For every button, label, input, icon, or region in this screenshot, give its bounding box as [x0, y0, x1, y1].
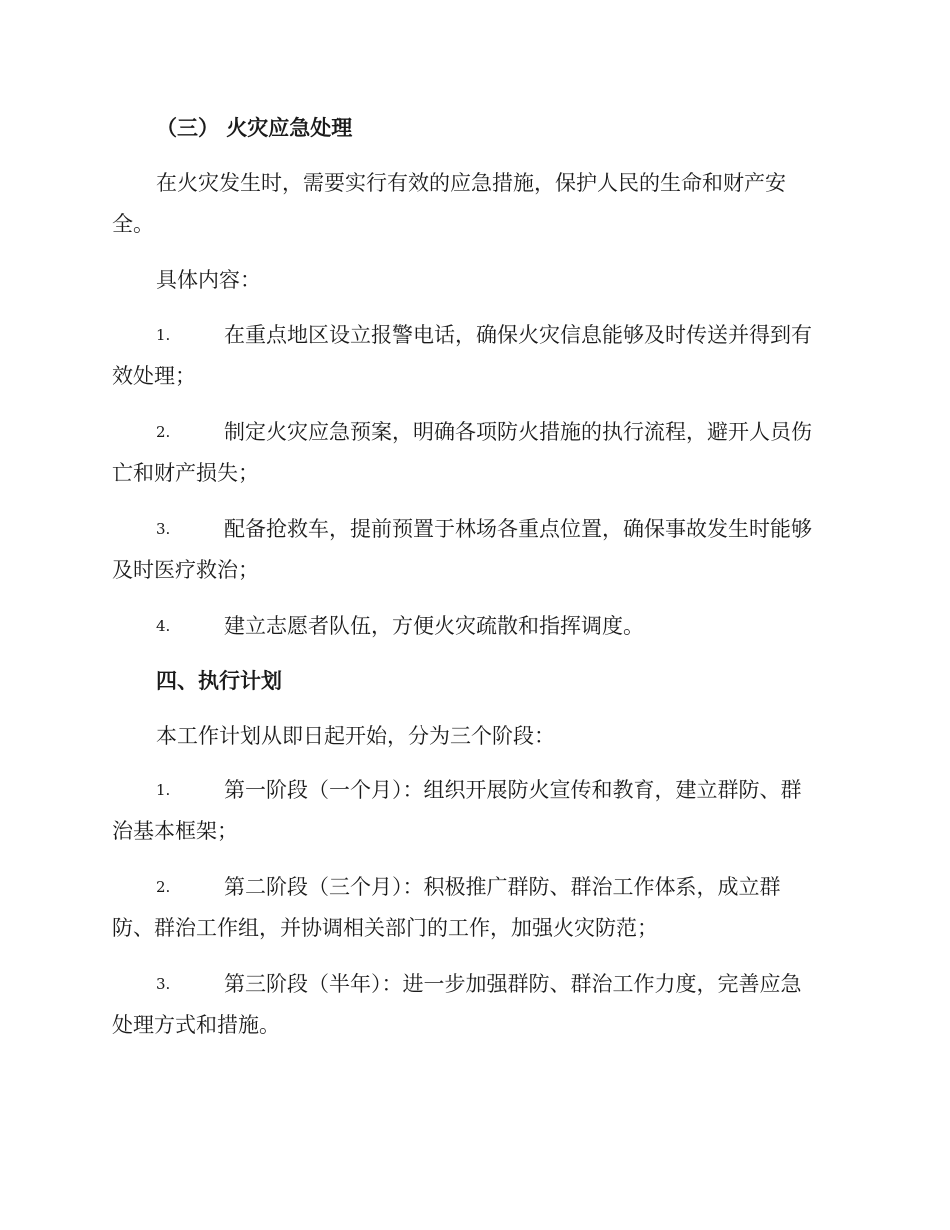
list-item-number: 3. [156, 520, 171, 538]
paragraph-intro-line: 全。 [112, 212, 154, 236]
list-item-number: 3. [156, 975, 171, 993]
list-item-text: 建立志愿者队伍，方便火灾疏散和指挥调度。 [224, 614, 644, 638]
list-item-text-continued: 亡和财产损失； [112, 461, 259, 485]
section-heading-fire: （三） 火灾应急处理 [156, 115, 353, 140]
list-item-text-continued: 处理方式和措施。 [112, 1013, 280, 1037]
list-item-text: 配备抢救车，提前预置于林场各重点位置，确保事故发生时能够 [224, 517, 812, 541]
list-item-number: 2. [156, 423, 171, 441]
list-item-text-continued: 效处理； [112, 364, 196, 388]
paragraph-intro-line: 在火灾发生时，需要实行有效的应急措施，保护人民的生命和财产安 [156, 171, 786, 195]
list-item-text: 制定火灾应急预案，明确各项防火措施的执行流程，避开人员伤 [224, 420, 812, 444]
list-item-number: 1. [156, 326, 171, 344]
list-item-number: 1. [156, 781, 171, 799]
detail-label: 具体内容： [156, 268, 261, 292]
list-item-text-continued: 治基本框架； [112, 819, 238, 843]
list-item-text-continued: 及时医疗救治； [112, 558, 259, 582]
list-item-text: 第三阶段（半年）：进一步加强群防、群治工作力度，完善应急 [224, 972, 802, 996]
list-item-text: 第二阶段（三个月）：积极推广群防、群治工作体系，成立群 [224, 875, 781, 899]
list-item-number: 2. [156, 878, 171, 896]
list-item-text: 第一阶段（一个月）：组织开展防火宣传和教育，建立群防、群 [224, 778, 802, 802]
list-item-text: 在重点地区设立报警电话，确保火灾信息能够及时传送并得到有 [224, 323, 812, 347]
section-heading-plan: 四、执行计划 [156, 668, 282, 693]
list-item-text-continued: 防、群治工作组，并协调相关部门的工作，加强火灾防范； [112, 916, 658, 940]
list-item-number: 4. [156, 617, 171, 635]
paragraph-plan-intro: 本工作计划从即日起开始，分为三个阶段： [156, 724, 555, 748]
